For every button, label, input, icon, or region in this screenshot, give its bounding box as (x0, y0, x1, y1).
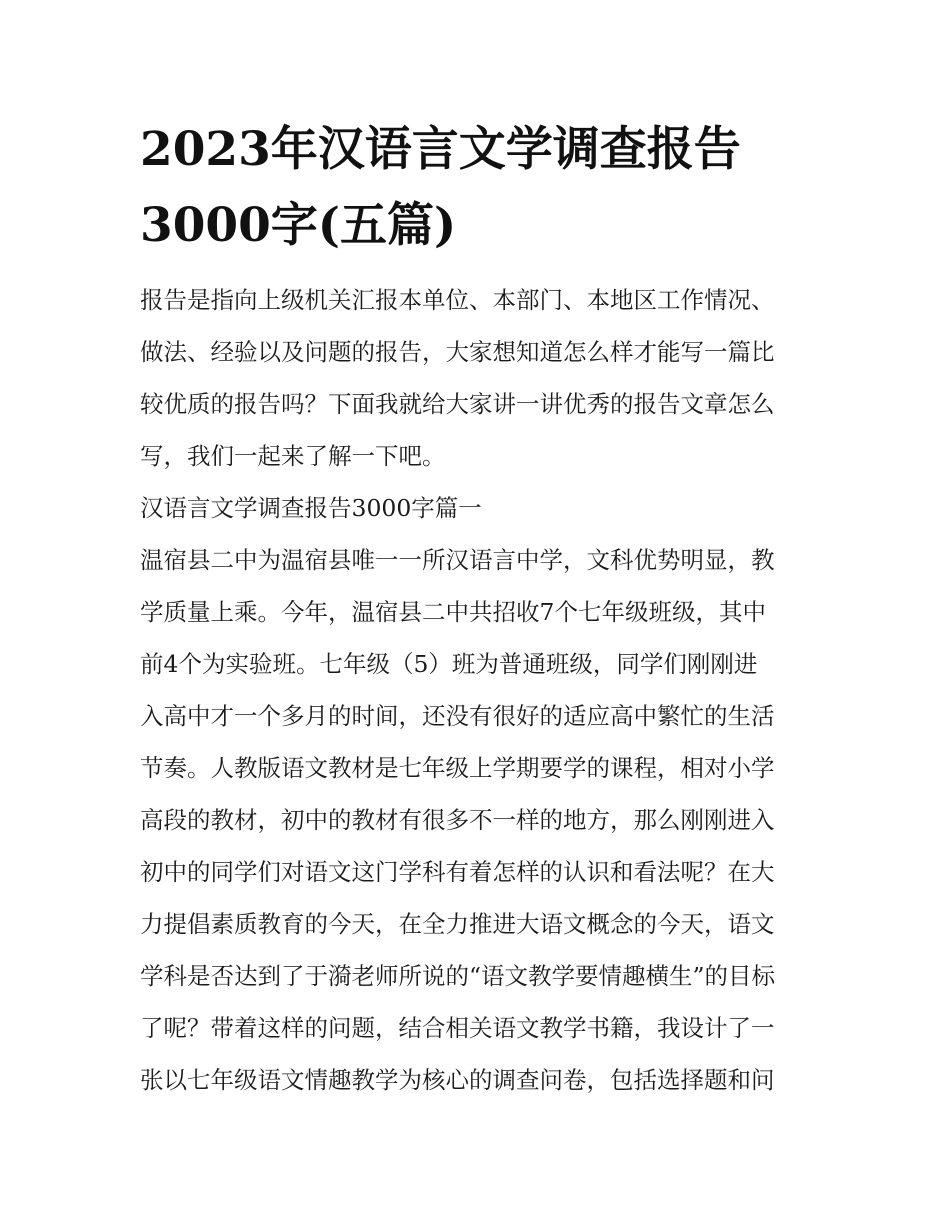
title-line-1: 2023年汉语言文学调查报告 (140, 122, 741, 177)
intro-line: 做法、经验以及问题的报告，大家想知道怎么样才能写一篇比 (140, 338, 775, 366)
document-title (140, 112, 812, 264)
body-line: 初中的同学们对语文这门学科有着怎样的认识和看法呢？在大 (140, 858, 775, 886)
document-page (140, 112, 812, 1106)
body-line: 高段的教材，初中的教材有很多不一样的地方，那么刚刚进入 (140, 806, 775, 834)
intro-line: 报告是指向上级机关汇报本单位、本部门、本地区工作情况、 (140, 286, 775, 314)
body-line: 力提倡素质教育的今天，在全力推进大语文概念的今天，语文 (140, 910, 775, 938)
intro-line: 较优质的报告吗？下面我就给大家讲一讲优秀的报告文章怎么 (140, 390, 775, 418)
body-line: 入高中才一个多月的时间，还没有很好的适应高中繁忙的生活 (140, 702, 775, 730)
body-line: 学质量上乘。今年，温宿县二中共招收7个七年级班级，其中 (140, 598, 766, 626)
body-line: 温宿县二中为温宿县唯一一所汉语言中学，文科优势明显，教 (140, 546, 775, 574)
intro-paragraph (140, 274, 812, 482)
body-line: 学科是否达到了于漪老师所说的“语文教学要情趣横生”的目标 (140, 962, 776, 990)
section-heading: 汉语言文学调查报告3000字篇一 (140, 494, 482, 522)
title-line-2: 3000字(五篇) (140, 198, 457, 253)
body-line: 张以七年级语文情趣教学为核心的调查问卷，包括选择题和问 (140, 1066, 775, 1094)
body-line: 节奏。人教版语文教材是七年级上学期要学的课程，相对小学 (140, 754, 775, 782)
body-line: 前4个为实验班。七年级（5）班为普通班级，同学们刚刚进 (140, 650, 758, 678)
body-paragraph (140, 534, 812, 1106)
intro-line: 写，我们一起来了解一下吧。 (140, 442, 446, 470)
body-line: 了呢？带着这样的问题，结合相关语文教学书籍，我设计了一 (140, 1014, 775, 1042)
